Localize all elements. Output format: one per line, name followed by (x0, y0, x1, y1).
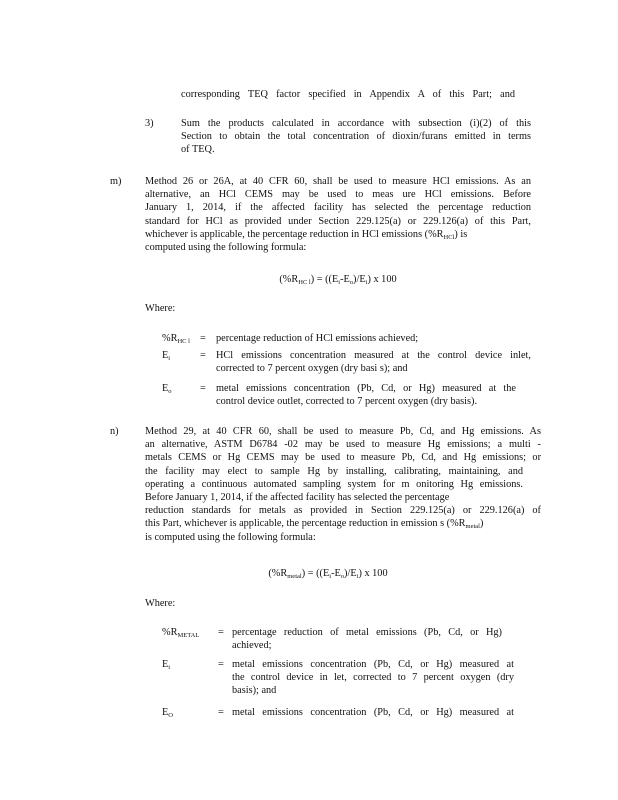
item3-label: 3) (145, 118, 154, 129)
def-text: percentage reduction of HCl emissions achieved; (216, 333, 419, 344)
def-text: percentage reduction of metal emissions (Pb, Cd, or Hg) achieved; (232, 627, 502, 652)
section-m-line: January 1, 2014, if the affected facility has selected the percentage reduction (145, 202, 531, 214)
item2-continuation: corresponding TEQ factor specified in Appendix A of this Part; and (181, 89, 515, 100)
def-equals: = (218, 627, 224, 638)
section-m-line5-text: whichever is applicable, the percentage reduction in HCl emissions $(\%R_{HCl})$ is (145, 228, 468, 241)
def-term: $E_i$ (162, 350, 171, 362)
def-text: metal emissions concentration (Pb, Cd, or Hg) measured at (232, 707, 514, 718)
def-equals: = (200, 333, 206, 344)
def-text: HCl emissions concentration measured at the control device inlet, corrected to 7 percent oxygen (dry basi s); and (216, 350, 531, 375)
section-m-where: Where: (145, 303, 176, 314)
section-n-line: the facility may elect to sample Hg by installing, calibrating, maintaining, and (145, 465, 523, 477)
formula-metal: $(\%R_{metal}) = ((E_i-E_o)/E_i)$ x 100 (268, 568, 388, 580)
section-n-line: is computed using the following formula: (145, 531, 316, 543)
section-n-line: this Part, whichever is applicable, the percentage reduction in emission s $(\%R_{metal})$ (145, 518, 484, 531)
def-text: metal emissions concentration (Pb, Cd, or Hg) measured at the control device outlet, corrected to 7 percent oxygen (dry basis). (216, 383, 516, 408)
section-n-where: Where: (145, 598, 176, 609)
formula-hcl: $(\%R_{HC l}) = ((E_i-E_o)/E_i)$ x 100 (279, 274, 397, 286)
def-term: $E_o$ (162, 383, 172, 395)
def-equals: = (200, 350, 206, 361)
item3-line: Section to obtain the total concentration of dioxin/furans emitted in terms (181, 131, 531, 143)
section-n-label: n) (110, 426, 119, 437)
def-equals: = (200, 383, 206, 394)
def-term: $\%R_{METAL}$ (162, 627, 200, 639)
item3-text (181, 117, 531, 157)
section-n-line: Before January 1, 2014, if the affected facility has selected the percentage (145, 491, 450, 503)
item3-line: Sum the products calculated in accordance with subsection (i)(2) of this (181, 118, 531, 129)
section-m-line: alternative, an HCl CEMS may be used to meas ure HCl emissions. Before (145, 189, 531, 201)
def-term: $E_O$ (162, 707, 173, 719)
section-n-line: Method 29, at 40 CFR 60, shall be used to measure Pb, Cd, and Hg emissions. As (145, 426, 541, 437)
section-n-line: reduction standards for metals as provided in Section 229.125(a) or 229.126(a) of (145, 505, 541, 517)
def-equals: = (218, 659, 224, 670)
def-term: $E_i$ (162, 659, 171, 671)
section-m-line: computed using the following formula: (145, 241, 307, 253)
section-m-line: Method 26 or 26A, at 40 CFR 60, shall be used to measure HCl emissions. As an (145, 176, 531, 187)
section-m-label: m) (110, 176, 122, 187)
section-n-line: metals CEMS or Hg CEMS may be used to measure Pb, Cd, and Hg emissions; or (145, 452, 541, 464)
def-term: $\%R_{HC l}$ (162, 333, 190, 345)
section-n-text (145, 425, 541, 544)
section-m-text (145, 175, 531, 254)
section-m-line (145, 228, 531, 241)
section-n-line: an alternative, ASTM D6784 -02 may be used to measure Hg emissions; a multi - (145, 439, 541, 451)
item3-line: of TEQ. (181, 144, 215, 156)
def-text: metal emissions concentration (Pb, Cd, or Hg) measured at the control device in let, corrected to 7 percent oxygen (dry basis); and (232, 659, 514, 697)
def-equals: = (218, 707, 224, 718)
section-m-line: standard for HCl as provided under Section 229.125(a) or 229.126(a) of this Part, (145, 215, 531, 227)
section-n-line: operating a continuous automated sampling system for m onitoring Hg emissions. (145, 478, 523, 490)
